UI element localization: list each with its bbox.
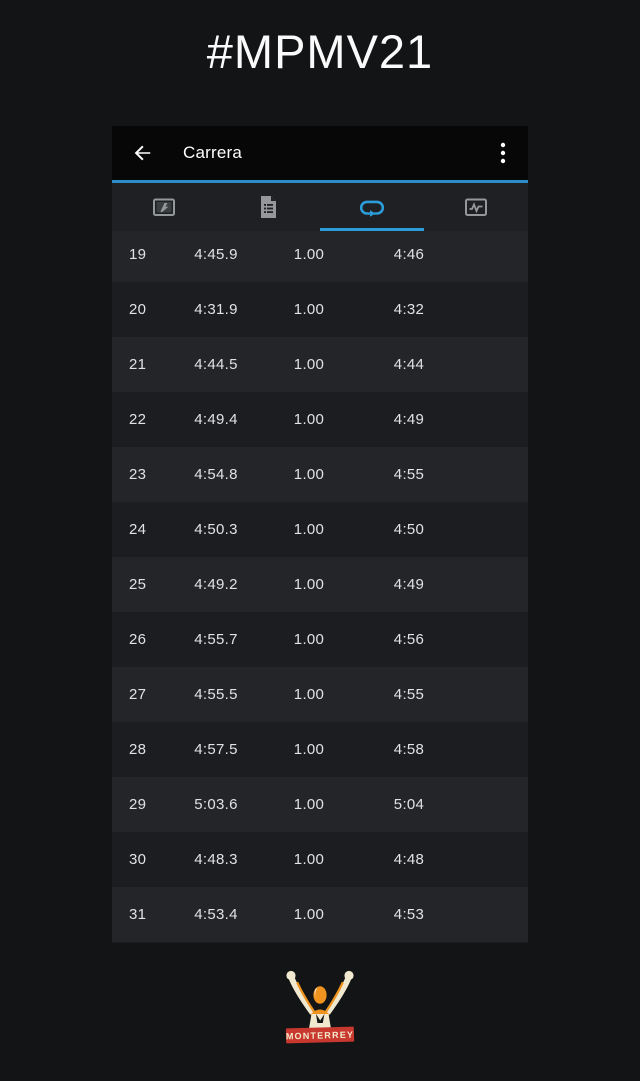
lap-pace-cell: 5:04 bbox=[393, 796, 425, 813]
lap-table-row[interactable] bbox=[112, 722, 528, 777]
lap-distance-cell: 1.00 bbox=[293, 521, 325, 538]
lap-table-row[interactable] bbox=[112, 337, 528, 392]
lap-distance-cell: 1.00 bbox=[293, 576, 325, 593]
activity-title: Carrera bbox=[183, 143, 243, 162]
tab-details[interactable] bbox=[112, 183, 216, 231]
back-arrow-icon bbox=[131, 142, 153, 164]
lap-pace-cell: 4:46 bbox=[393, 246, 425, 263]
photo-details-icon bbox=[151, 195, 177, 219]
lap-table-row[interactable] bbox=[112, 447, 528, 502]
laps-loop-icon bbox=[358, 195, 386, 219]
lap-pace-cell: 4:58 bbox=[393, 741, 425, 758]
lap-pace-cell: 4:32 bbox=[393, 301, 425, 318]
victory-runner-icon bbox=[278, 964, 362, 1048]
lap-table-row[interactable] bbox=[112, 282, 528, 337]
lap-table-row[interactable] bbox=[112, 667, 528, 722]
lap-table-row[interactable] bbox=[112, 887, 528, 942]
charts-icon bbox=[463, 195, 489, 219]
lap-time-cell: 5:03.6 bbox=[194, 796, 238, 813]
tab-notes[interactable] bbox=[216, 183, 320, 231]
lap-pace-cell: 4:44 bbox=[393, 356, 425, 373]
lap-pace-cell: 4:50 bbox=[393, 521, 425, 538]
lap-distance-cell: 1.00 bbox=[293, 411, 325, 428]
lap-distance-cell: 1.00 bbox=[293, 631, 325, 648]
tab-bar bbox=[112, 183, 528, 231]
monterrey-marathon-logo bbox=[278, 964, 362, 1048]
lap-time-cell: 4:50.3 bbox=[194, 521, 238, 538]
page-title: #MPMV21 bbox=[206, 25, 434, 78]
lap-time-cell: 4:31.9 bbox=[194, 301, 238, 318]
lap-time-cell: 4:48.3 bbox=[194, 851, 238, 868]
lap-number-cell: 29 bbox=[129, 796, 147, 813]
lap-distance-cell: 1.00 bbox=[293, 741, 325, 758]
lap-number-cell: 23 bbox=[129, 466, 147, 483]
lap-distance-cell: 1.00 bbox=[293, 906, 325, 923]
notes-icon bbox=[257, 194, 279, 220]
lap-distance-cell: 1.00 bbox=[293, 301, 325, 318]
lap-table-row[interactable] bbox=[112, 557, 528, 612]
lap-time-cell: 4:45.9 bbox=[194, 246, 238, 263]
lap-number-cell: 25 bbox=[129, 576, 147, 593]
lap-distance-cell: 1.00 bbox=[293, 246, 325, 263]
lap-pace-cell: 4:55 bbox=[393, 686, 425, 703]
lap-number-cell: 20 bbox=[129, 301, 147, 318]
back-button[interactable] bbox=[130, 141, 154, 165]
lap-number-cell: 22 bbox=[129, 411, 147, 428]
lap-number-cell: 21 bbox=[129, 356, 147, 373]
lap-table-row[interactable] bbox=[112, 231, 528, 282]
lap-pace-cell: 4:56 bbox=[393, 631, 425, 648]
lap-time-cell: 4:55.7 bbox=[194, 631, 238, 648]
app-bar bbox=[112, 126, 528, 180]
lap-number-cell: 24 bbox=[129, 521, 147, 538]
lap-distance-cell: 1.00 bbox=[293, 851, 325, 868]
lap-time-cell: 4:53.4 bbox=[194, 906, 238, 923]
lap-time-cell: 4:44.5 bbox=[194, 356, 238, 373]
kebab-menu-icon bbox=[500, 142, 506, 164]
activity-card bbox=[112, 126, 528, 943]
lap-number-cell: 27 bbox=[129, 686, 147, 703]
lap-distance-cell: 1.00 bbox=[293, 796, 325, 813]
tab-laps[interactable] bbox=[320, 183, 424, 231]
lap-time-cell: 4:49.2 bbox=[194, 576, 238, 593]
lap-pace-cell: 4:49 bbox=[393, 411, 425, 428]
lap-distance-cell: 1.00 bbox=[293, 356, 325, 373]
lap-table-row[interactable] bbox=[112, 777, 528, 832]
lap-table-row[interactable] bbox=[112, 502, 528, 557]
lap-distance-cell: 1.00 bbox=[293, 466, 325, 483]
laps-table-body[interactable] bbox=[112, 231, 528, 942]
banner-label: MONTERREY bbox=[285, 1029, 355, 1042]
tab-charts[interactable] bbox=[424, 183, 528, 231]
lap-number-cell: 30 bbox=[129, 851, 147, 868]
lap-pace-cell: 4:53 bbox=[393, 906, 425, 923]
overflow-menu-button[interactable] bbox=[491, 141, 515, 165]
lap-table-row[interactable] bbox=[112, 832, 528, 887]
lap-number-cell: 26 bbox=[129, 631, 147, 648]
lap-time-cell: 4:57.5 bbox=[194, 741, 238, 758]
lap-pace-cell: 4:49 bbox=[393, 576, 425, 593]
lap-time-cell: 4:49.4 bbox=[194, 411, 238, 428]
tab-underline-active bbox=[320, 228, 424, 231]
lap-number-cell: 28 bbox=[129, 741, 147, 758]
lap-time-cell: 4:55.5 bbox=[194, 686, 238, 703]
lap-pace-cell: 4:55 bbox=[393, 466, 425, 483]
lap-distance-cell: 1.00 bbox=[293, 686, 325, 703]
lap-table-row[interactable] bbox=[112, 392, 528, 447]
lap-number-cell: 31 bbox=[129, 906, 147, 923]
lap-table-row[interactable] bbox=[112, 612, 528, 667]
lap-time-cell: 4:54.8 bbox=[194, 466, 238, 483]
lap-number-cell: 19 bbox=[129, 246, 147, 263]
lap-pace-cell: 4:48 bbox=[393, 851, 425, 868]
